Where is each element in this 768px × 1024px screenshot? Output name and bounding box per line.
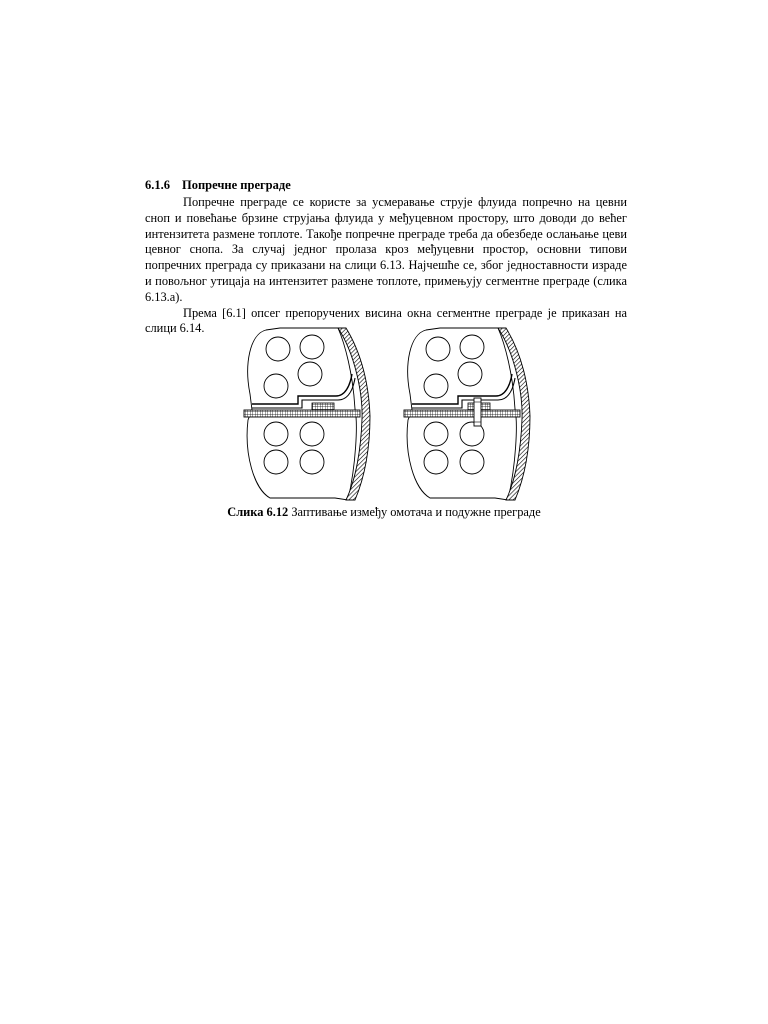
right-seal-detail [404, 328, 530, 500]
figure-label: Слика 6.12 [227, 505, 289, 519]
section-title: Попречне преграде [182, 178, 291, 192]
section-heading [145, 178, 291, 193]
section-number: 6.1.6 [145, 178, 170, 192]
paragraph-1: Попречне преграде се користе за усмеравање струје флуида попречно на цевни сноп и повећање брзине струјања флуида у међуцевном простору, што доводи до већег интензитета размене топлоте. Такође попречне преграде треба да обезбеде ослањање цеви цевног снопа. За случај једног пролаза кроз међуцевни простор, основни типови попречних преграда су приказани на слици 6.13. Најчешће се, због једноставности израде и повољног утицаја на интензитет размене топлоте, примењују сегментне преграде (слика 6.13.а). [145, 195, 627, 304]
figure-caption-text: Заптивање између омотача и подужне преграде [288, 505, 541, 519]
seal-figure [240, 324, 535, 506]
seal-drawing [240, 324, 535, 506]
figure-caption [0, 505, 768, 520]
body-text [145, 195, 627, 337]
paragraph-2: Према [6.1] опсег препоручених висина окна сегментне преграде је приказан на слици 6.14. [145, 305, 627, 336]
left-seal-detail [244, 328, 370, 500]
